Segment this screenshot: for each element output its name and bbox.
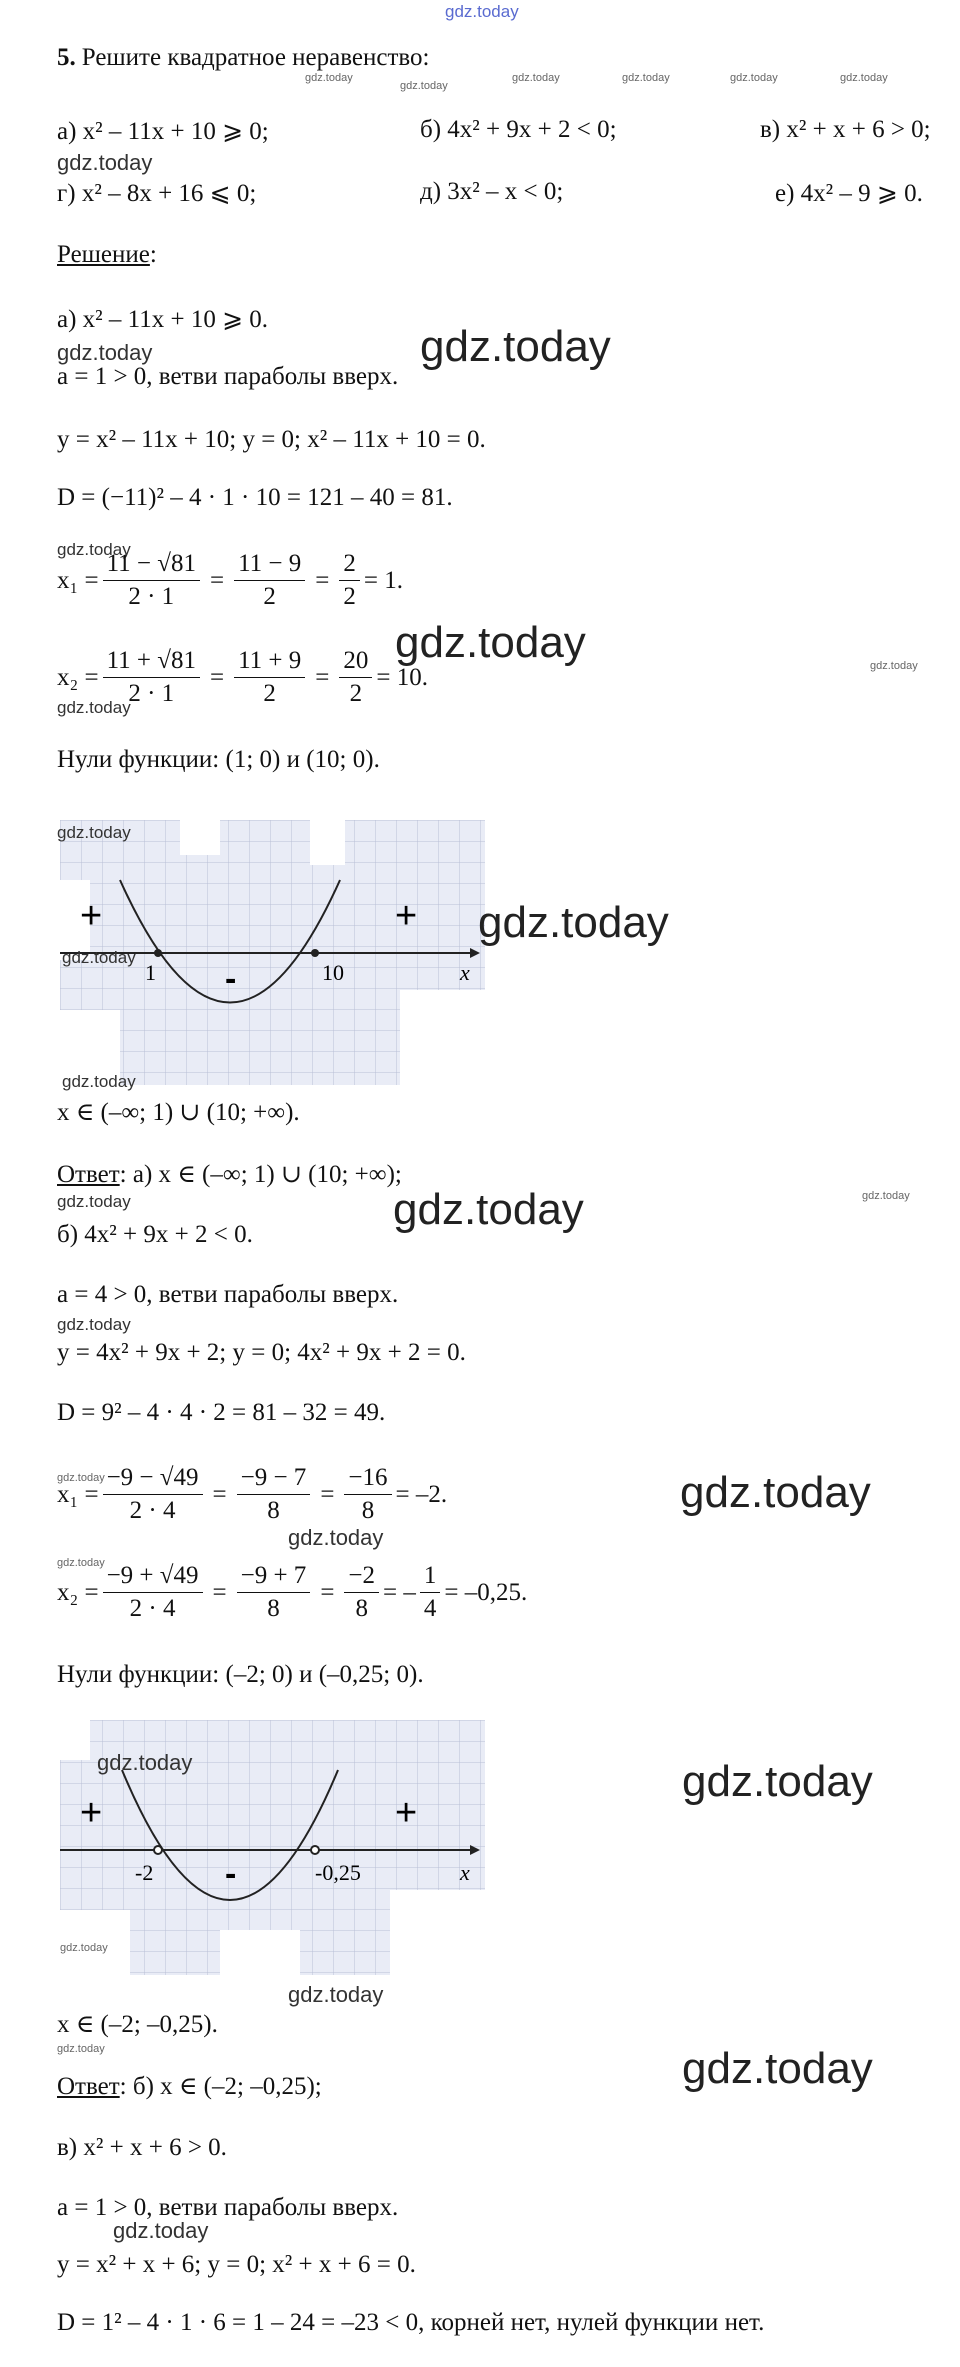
watermark: gdz.today (870, 660, 918, 672)
part-v-title: в) x² + x + 6 > 0. (57, 2134, 227, 2161)
part-a-function: y = x² – 11x + 10; y = 0; x² – 11x + 10 = 0. (57, 426, 486, 453)
watermark: gdz.today (478, 898, 669, 947)
problem-d: д) 3x² – x < 0; (420, 178, 564, 205)
watermark: gdz.today (62, 948, 136, 967)
part-b-discriminant: D = 9² – 4 · 4 · 2 = 81 – 32 = 49. (57, 1399, 386, 1426)
part-b-zeros: Нули функции: (–2; 0) и (–0,25; 0). (57, 1661, 424, 1688)
watermark: gdz.today (57, 1192, 131, 1211)
axis-label-x: x (460, 1860, 470, 1885)
part-b-answer: Ответ: б) x ∈ (–2; –0,25); (57, 2073, 322, 2100)
part-b-title: б) 4x² + 9x + 2 < 0. (57, 1221, 253, 1248)
watermark: gdz.today (305, 72, 353, 84)
problem-e: е) 4x² – 9 ⩾ 0. (775, 180, 923, 207)
watermark: gdz.today (113, 2218, 209, 2243)
exercise-number: 5. (57, 44, 76, 71)
plus-sign-left: + (80, 1792, 103, 1834)
plus-sign-right: + (395, 1792, 418, 1834)
plus-sign-left: + (80, 895, 103, 937)
minus-sign: - (225, 960, 237, 998)
watermark: gdz.today (840, 72, 888, 84)
part-a-x1: x₁ = $\frac{11 - √81}{2 \cdot 1}$ = $\frac{11 - 9}{2}$ = $\frac{2}{2}$ = 1. (57, 550, 403, 610)
watermark: gdz.today (682, 1757, 873, 1806)
part-a-coef: a = 1 > 0, ветви параболы вверх. (57, 363, 399, 390)
watermark: gdz.today (420, 322, 611, 371)
watermark: gdz.today (288, 1525, 384, 1550)
part-b-x1: x₁ = $\frac{-9 - √49}{2 \cdot 4}$ = $\frac{-9 - 7}{8}$ = $\frac{-16}{8}$ = –2. (57, 1464, 448, 1524)
watermark: gdz.today (57, 1557, 105, 1569)
part-b-coef: a = 4 > 0, ветви параболы вверх. (57, 1281, 399, 1308)
watermark: gdz.today (862, 1190, 910, 1202)
part-a-answer: Ответ: а) x ∈ (–∞; 1) ∪ (10; +∞); (57, 1161, 402, 1188)
watermark: gdz.today (512, 72, 560, 84)
watermark: gdz.today (395, 618, 586, 667)
part-b-function: y = 4x² + 9x + 2; y = 0; 4x² + 9x + 2 = 0. (57, 1339, 466, 1366)
part-v-function: y = x² + x + 6; y = 0; x² + x + 6 = 0. (57, 2251, 416, 2278)
part-a-discriminant: D = (−11)² – 4 · 1 · 10 = 121 – 40 = 81. (57, 484, 453, 511)
watermark: gdz.today (57, 698, 131, 717)
root-label-2: -0,25 (315, 1860, 361, 1885)
part-b-x2: x₂ = $\frac{-9 + √49}{2 \cdot 4}$ = $\frac{-9 + 7}{8}$ = $\frac{-2}{8}$ = – $\frac{1}{4}$ = –0,25. (57, 1562, 528, 1622)
watermark: gdz.today (97, 1750, 193, 1775)
watermark: gdz.today (57, 540, 131, 559)
part-a-zeros: Нули функции: (1; 0) и (10; 0). (57, 746, 380, 773)
watermark: gdz.today (400, 80, 448, 92)
exercise-header (57, 44, 429, 72)
watermark: gdz.today (393, 1185, 584, 1234)
part-a-x2: x₂ = $\frac{11 + √81}{2 \cdot 1}$ = $\frac{11 + 9}{2}$ = $\frac{20}{2}$ = 10. (57, 647, 428, 707)
problem-g: г) x² – 8x + 16 ⩽ 0; (57, 180, 257, 207)
root-label-1: -2 (135, 1860, 154, 1885)
watermark-top: gdz.today (445, 2, 519, 21)
watermark: gdz.today (57, 1315, 131, 1334)
part-v-discriminant: D = 1² – 4 · 1 · 6 = 1 – 24 = –23 < 0, корней нет, нулей функции нет. (57, 2309, 765, 2336)
watermark: gdz.today (57, 2043, 105, 2055)
part-v-coef: a = 1 > 0, ветви параболы вверх. (57, 2194, 399, 2221)
watermark: gdz.today (57, 823, 131, 842)
problem-v: в) x² + x + 6 > 0; (760, 116, 931, 143)
part-a-title: а) x² – 11x + 10 ⩾ 0. (57, 306, 269, 333)
problem-a: а) x² – 11x + 10 ⩾ 0; (57, 118, 269, 145)
watermark: gdz.today (288, 1982, 384, 2007)
root-label-2: 10 (322, 960, 344, 985)
plus-sign-right: + (395, 895, 418, 937)
root-label-1: 1 (145, 960, 156, 985)
exercise-title: Решите квадратное неравенство: (81, 44, 430, 71)
axis-label-x: x (460, 960, 470, 985)
part-a-interval: x ∈ (–∞; 1) ∪ (10; +∞). (57, 1099, 300, 1126)
solution-label: Решение: (57, 241, 157, 268)
watermark: gdz.today (680, 1468, 871, 1517)
watermark: gdz.today (57, 340, 153, 365)
watermark: gdz.today (622, 72, 670, 84)
watermark: gdz.today (57, 150, 153, 175)
watermark: gdz.today (60, 1942, 108, 1954)
problem-b: б) 4x² + 9x + 2 < 0; (420, 116, 617, 143)
watermark: gdz.today (62, 1072, 136, 1091)
watermark: gdz.today (57, 1472, 105, 1484)
watermark: gdz.today (682, 2044, 873, 2093)
minus-sign: - (225, 1855, 237, 1893)
part-b-interval: x ∈ (–2; –0,25). (57, 2011, 218, 2038)
watermark: gdz.today (730, 72, 778, 84)
